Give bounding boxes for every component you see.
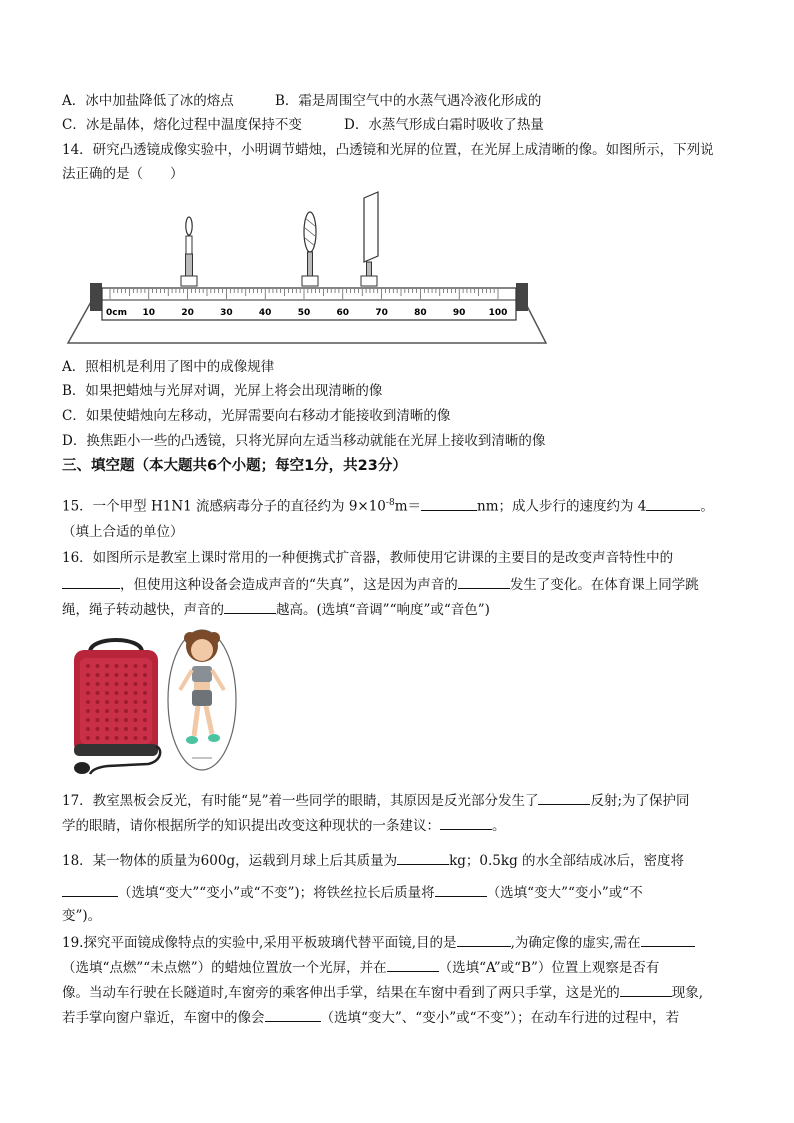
speaker-grille-dot bbox=[143, 736, 147, 740]
q17-line2b: 。 bbox=[492, 818, 506, 834]
answer-blank[interactable] bbox=[641, 932, 695, 947]
speaker-grille-dot bbox=[134, 727, 138, 731]
bench-right-end bbox=[516, 283, 528, 311]
answer-blank[interactable] bbox=[620, 982, 672, 997]
q17-line2a: 学的眼睛，请你根据所学的知识提出改变这种现状的一条建议： bbox=[62, 818, 440, 834]
q13-option-a: A．冰中加盐降低了冰的熔点 bbox=[62, 93, 234, 109]
speaker-grille-dot bbox=[96, 700, 100, 704]
light-screen-icon bbox=[361, 192, 378, 286]
speaker-grille-dot bbox=[105, 709, 109, 713]
q17-stem-line2 bbox=[62, 815, 506, 835]
q19-line3a: 像。当动车行驶在长隧道时,车窗旁的乘客伸出手掌，结果在车窗中看到了两只手掌，这是光的 bbox=[62, 985, 620, 1001]
speaker-grille-dot bbox=[134, 691, 138, 695]
speaker-grille-dot bbox=[143, 673, 147, 677]
speaker-grille-dot bbox=[105, 664, 109, 668]
q19-line4b: （选填“变大”、“变小”或“不变”）；在动车行进的过程中，若 bbox=[320, 1010, 680, 1026]
speaker-grille-dot bbox=[96, 682, 100, 686]
q17-stem-line1 bbox=[62, 790, 690, 810]
speaker-grille-dot bbox=[105, 682, 109, 686]
q13-option-b: B．霜是周围空气中的水蒸气遇冷液化形成的 bbox=[275, 93, 542, 109]
speaker-grille-dot bbox=[115, 700, 119, 704]
speaker-grille-dot bbox=[115, 691, 119, 695]
q15-stem-line2: （填上合适的单位） bbox=[62, 524, 184, 540]
ruler-tick-label: 0cm bbox=[106, 308, 127, 318]
speaker-grille-dot bbox=[96, 664, 100, 668]
ruler-tick-label: 10 bbox=[142, 308, 156, 318]
speaker-grille-dot bbox=[96, 691, 100, 695]
q15-part4: 。 bbox=[700, 498, 714, 515]
q18-stem-line2 bbox=[62, 882, 643, 902]
q14-stem-line2: 法正确的是（ ） bbox=[62, 166, 184, 182]
speaker-grille-dot bbox=[115, 682, 119, 686]
q19-line3b: 现象, bbox=[671, 985, 704, 1001]
ruler-tick-label: 100 bbox=[488, 308, 508, 318]
speaker-grille-dot bbox=[105, 736, 109, 740]
answer-blank[interactable] bbox=[646, 496, 700, 511]
q14-option-d: D．换焦距小一些的凸透镜，只将光屏向左适当移动就能在光屏上接收到清晰的像 bbox=[62, 433, 546, 449]
bench-left-end bbox=[90, 283, 102, 311]
q15-part1: 15．一个甲型 H1N1 流感病毒分子的直径约为 9×10 bbox=[62, 498, 386, 515]
speaker-grille-dot bbox=[124, 709, 128, 713]
speaker-grille-dot bbox=[115, 673, 119, 677]
q18-line1b: kg；0.5kg 的水全部结成冰后，密度将 bbox=[449, 853, 684, 869]
q16-line2a: ，但使用这种设备会造成声音的“失真”，这是因为声音的 bbox=[120, 577, 458, 593]
q14-stem-line1: 14．研究凸透镜成像实验中，小明调节蜡烛，凸透镜和光屏的位置，在光屏上成清晰的像。如图所示，下列说 bbox=[62, 142, 714, 158]
ruler-tick-label: 80 bbox=[414, 308, 427, 318]
speaker-grille-dot bbox=[134, 709, 138, 713]
speaker-grille-dot bbox=[96, 709, 100, 713]
ruler-tick-label: 90 bbox=[452, 308, 466, 318]
speaker-grille-dot bbox=[124, 664, 128, 668]
convex-lens-icon bbox=[302, 212, 318, 286]
q15-exponent: -8 bbox=[385, 498, 395, 508]
speaker-grille-dot bbox=[96, 727, 100, 731]
answer-blank[interactable] bbox=[458, 574, 510, 589]
speaker-grille-dot bbox=[124, 736, 128, 740]
speaker-grille-dot bbox=[134, 664, 138, 668]
portable-speaker-image bbox=[68, 634, 164, 776]
speaker-grille-dot bbox=[105, 673, 109, 677]
speaker-grille-dot bbox=[115, 718, 119, 722]
q19-line2a: （选填“点燃”“未点燃”）的蜡烛位置放一个光屏，并在 bbox=[62, 960, 387, 976]
ruler-tick-label: 20 bbox=[181, 308, 194, 318]
q16-stem-line3 bbox=[62, 599, 490, 619]
speaker-grille-dot bbox=[86, 727, 90, 731]
speaker-grille-dot bbox=[96, 718, 100, 722]
q19-line1a: 19.探究平面镜成像特点的实验中,采用平板玻璃代替平面镜,目的是 bbox=[62, 935, 457, 951]
q16-stem-line1: 16．如图所示是教室上课时常用的一种便携式扩音器，教师使用它讲课的主要目的是改变声音特性中的 bbox=[62, 550, 674, 566]
speaker-grille-dot bbox=[143, 691, 147, 695]
q18-stem-line1 bbox=[62, 850, 684, 870]
q16-stem-line2 bbox=[62, 574, 699, 594]
q14-option-a: A．照相机是利用了图中的成像规律 bbox=[62, 359, 275, 375]
ruler-tick-label: 30 bbox=[220, 308, 233, 318]
speaker-grille-dot bbox=[115, 736, 119, 740]
speaker-grille-dot bbox=[115, 709, 119, 713]
speaker-grille-dot bbox=[86, 700, 90, 704]
q13-option-row-1 bbox=[62, 92, 541, 110]
q15-part2: m＝ bbox=[394, 498, 421, 515]
q18-line2a: （选填“变大”“变小”或“不变”)；将铁丝拉长后质量将 bbox=[118, 885, 435, 901]
ruler-tick-label: 70 bbox=[375, 308, 388, 318]
speaker-grille-dot bbox=[105, 700, 109, 704]
speaker-grille-dot bbox=[96, 673, 100, 677]
speaker-grille-dot bbox=[105, 691, 109, 695]
ruler-tick-label: 60 bbox=[336, 308, 350, 318]
q14-option-c: C．如果使蜡烛向左移动，光屏需要向右移动才能接收到清晰的像 bbox=[62, 408, 451, 424]
q13-option-row-2 bbox=[62, 116, 544, 134]
speaker-grille-dot bbox=[86, 718, 90, 722]
q19-stem-line2 bbox=[62, 957, 659, 977]
speaker-grille-dot bbox=[86, 691, 90, 695]
answer-blank[interactable] bbox=[421, 496, 477, 511]
speaker-grille-dot bbox=[124, 691, 128, 695]
speaker-grille-dot bbox=[134, 673, 138, 677]
speaker-grille-dot bbox=[134, 700, 138, 704]
answer-blank[interactable] bbox=[62, 882, 118, 897]
q18-stem-line3: 变”)。 bbox=[62, 908, 102, 924]
speaker-grille-dot bbox=[86, 682, 90, 686]
speaker-grille-dot bbox=[124, 718, 128, 722]
speaker-grille-dot bbox=[86, 664, 90, 668]
speaker-grille-dot bbox=[124, 673, 128, 677]
q19-line1b: ,为确定像的虚实,需在 bbox=[510, 935, 641, 951]
speaker-grille-dot bbox=[86, 736, 90, 740]
speaker-grille-dot bbox=[115, 727, 119, 731]
jump-rope-girl-image bbox=[162, 626, 242, 778]
speaker-grille-dot bbox=[124, 700, 128, 704]
q13-option-c: C．冰是晶体，熔化过程中温度保持不变 bbox=[62, 117, 302, 133]
q19-stem-line1 bbox=[62, 932, 695, 952]
speaker-grille-dot bbox=[143, 700, 147, 704]
speaker-grille-dot bbox=[143, 718, 147, 722]
speaker-grille-dot bbox=[143, 709, 147, 713]
speaker-grille-dot bbox=[105, 727, 109, 731]
optical-bench-figure bbox=[62, 188, 552, 346]
section-3-heading: 三、填空题（本大题共6个小题；每空1分，共23分） bbox=[62, 458, 407, 474]
q17-line1b: 反射;为了保护同 bbox=[590, 793, 690, 809]
q18-line1a: 18．某一物体的质量为600g，运载到月球上后其质量为 bbox=[62, 853, 398, 869]
answer-blank[interactable] bbox=[265, 1007, 321, 1022]
q19-stem-line4 bbox=[62, 1007, 679, 1027]
candle-icon bbox=[181, 217, 197, 286]
speaker-grille-dot bbox=[115, 664, 119, 668]
ruler-tick-label: 40 bbox=[258, 308, 272, 318]
q16-line3b: 越高。(选填“音调”“响度”或“音色”) bbox=[276, 602, 490, 618]
q14-option-b: B．如果把蜡烛与光屏对调，光屏上将会出现清晰的像 bbox=[62, 383, 383, 399]
speaker-grille-dot bbox=[86, 673, 90, 677]
answer-blank[interactable] bbox=[397, 850, 449, 865]
speaker-grille-dot bbox=[96, 736, 100, 740]
q17-line1a: 17．教室黑板会反光，有时能“晃”着一些同学的眼睛，其原因是反光部分发生了 bbox=[62, 793, 539, 809]
q19-line4a: 若手掌向窗户靠近，车窗中的像会 bbox=[62, 1010, 265, 1026]
q15-stem-line1 bbox=[62, 494, 714, 516]
q16-line2b: 发生了变化。在体育课上同学跳 bbox=[509, 577, 699, 593]
speaker-grille-dot bbox=[124, 682, 128, 686]
answer-blank[interactable] bbox=[387, 957, 439, 972]
speaker-grille-dot bbox=[134, 718, 138, 722]
q19-line2b: （选填“A”或“B”）位置上观察是否有 bbox=[438, 960, 660, 976]
q15-part3: nm；成人步行的速度约为 4 bbox=[477, 498, 647, 515]
speaker-grille-dot bbox=[134, 736, 138, 740]
q16-line3a: 绳，绳子转动越快，声音的 bbox=[62, 602, 224, 618]
speaker-grille-dot bbox=[105, 718, 109, 722]
speaker-grille-dot bbox=[124, 727, 128, 731]
speaker-grille-dot bbox=[143, 664, 147, 668]
answer-blank[interactable] bbox=[62, 574, 120, 589]
speaker-grille-dot bbox=[143, 682, 147, 686]
answer-blank[interactable] bbox=[224, 599, 276, 614]
speaker-grille-dot bbox=[86, 709, 90, 713]
q19-stem-line3 bbox=[62, 982, 703, 1002]
speaker-grille-dot bbox=[134, 682, 138, 686]
ruler-tick-label: 50 bbox=[297, 308, 311, 318]
answer-blank[interactable] bbox=[457, 932, 511, 947]
answer-blank[interactable] bbox=[440, 815, 492, 830]
answer-blank[interactable] bbox=[435, 882, 487, 897]
answer-blank[interactable] bbox=[538, 790, 590, 805]
q18-line2b: （选填“变大”“变小”或“不 bbox=[486, 885, 643, 901]
speaker-grille-dot bbox=[143, 727, 147, 731]
q13-option-d: D．水蒸气形成白霜时吸收了热量 bbox=[344, 117, 544, 133]
